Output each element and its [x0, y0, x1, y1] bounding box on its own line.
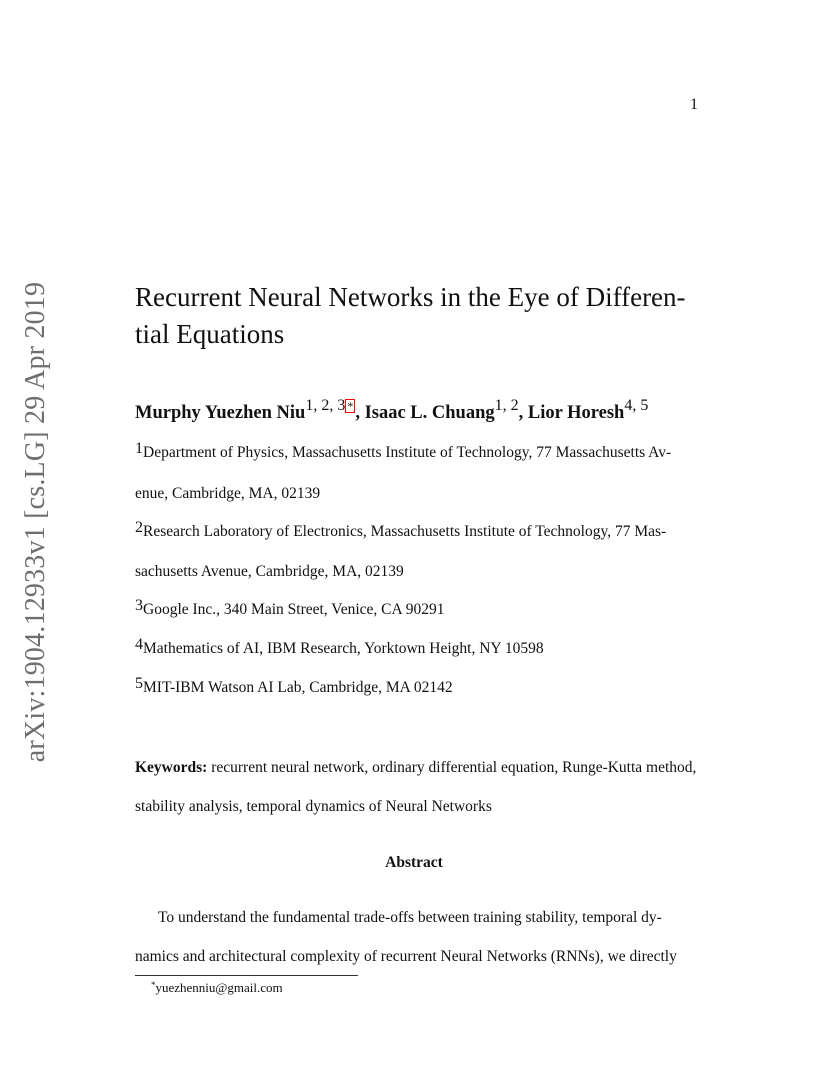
paper-title-line-2: tial Equations	[135, 319, 285, 349]
affiliation-1-continued: enue, Cambridge, MA, 02139	[135, 485, 321, 502]
author-name: , Isaac L. Chuang	[355, 403, 495, 423]
affiliation-text: Research Laboratory of Electronics, Massachusetts Institute of Technology, 77 Mas-	[143, 523, 667, 540]
author-affiliation-marks: 4, 5	[624, 397, 649, 414]
affiliation-text: Mathematics of AI, IBM Research, Yorktown Height, NY 10598	[143, 640, 544, 657]
keywords-label: Keywords:	[135, 759, 208, 776]
paper-title-line-1: Recurrent Neural Networks in the Eye of Differen-	[135, 282, 686, 312]
author-list	[135, 399, 648, 424]
affiliation-text: Department of Physics, Massachusetts Institute of Technology, 77 Massachusetts Av-	[143, 444, 672, 461]
affiliation-3	[135, 597, 445, 619]
affiliation-number: 2	[135, 519, 143, 536]
affiliation-text: MIT-IBM Watson AI Lab, Cambridge, MA 02142	[143, 679, 453, 696]
affiliation-number: 5	[135, 675, 143, 692]
page-number: 1	[690, 96, 698, 113]
footnote-link[interactable]: *	[347, 399, 354, 413]
footnote	[151, 980, 283, 996]
affiliation-2-continued: sachusetts Avenue, Cambridge, MA, 02139	[135, 563, 404, 580]
footnote-email: yuezhenniu@gmail.com	[155, 980, 283, 995]
abstract-text-line-2: namics and architectural complexity of recurrent Neural Networks (RNNs), we directly	[135, 948, 677, 965]
affiliation-number: 1	[135, 440, 143, 457]
affiliation-1	[135, 440, 672, 462]
keywords-text: recurrent neural network, ordinary differential equation, Runge-Kutta method,	[207, 759, 697, 776]
footnote-mark: *	[151, 980, 156, 990]
arxiv-side-stamp: arXiv:1904.12933v1 [cs.LG] 29 Apr 2019	[20, 281, 51, 763]
author-name: Murphy Yuezhen Niu	[135, 403, 306, 423]
affiliation-number: 4	[135, 636, 143, 653]
keywords-continued: stability analysis, temporal dynamics of Neural Networks	[135, 798, 492, 815]
affiliation-2	[135, 519, 667, 541]
author-name: , Lior Horesh	[518, 403, 625, 423]
author-affiliation-marks: 1, 2	[494, 397, 519, 414]
affiliation-text: Google Inc., 340 Main Street, Venice, CA 90291	[143, 601, 445, 618]
affiliation-5	[135, 675, 453, 697]
affiliation-4	[135, 636, 544, 658]
keywords	[135, 759, 696, 777]
abstract-heading: Abstract	[385, 854, 443, 871]
footnote-divider	[135, 975, 358, 976]
affiliation-number: 3	[135, 597, 143, 614]
author-affiliation-marks: 1, 2, 3	[305, 397, 346, 414]
abstract-text-line-1: To understand the fundamental trade-offs between training stability, temporal dy-	[158, 909, 662, 926]
